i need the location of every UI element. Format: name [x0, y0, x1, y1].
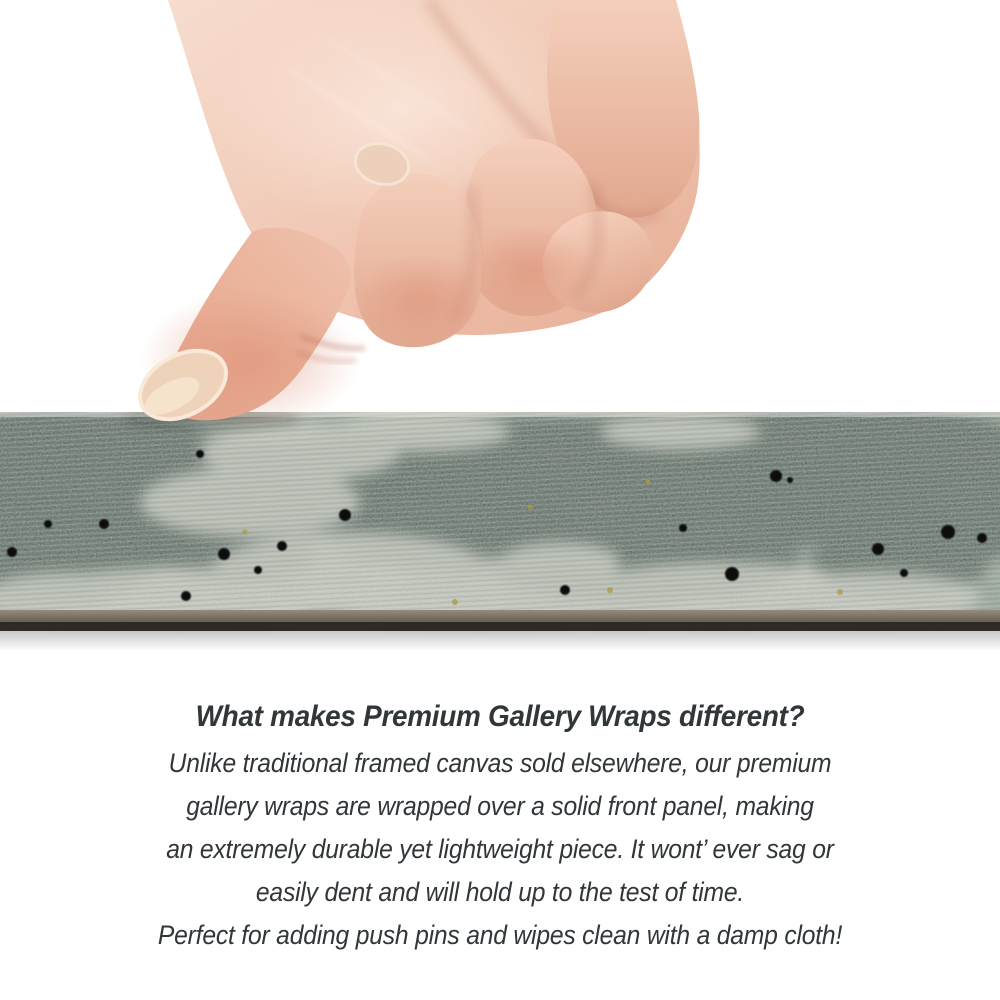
canvas-strip — [0, 412, 1000, 652]
canvas-underside — [0, 622, 1000, 631]
caption-line: an extremely durable yet lightweight piece. It wont’ ever sag or — [166, 834, 834, 864]
skin-blush — [465, 225, 595, 315]
caption-line: easily dent and will hold up to the test of time. — [255, 877, 745, 907]
caption — [35, 700, 965, 957]
hand-illustration — [0, 0, 1000, 445]
caption-line: gallery wraps are wrapped over a solid front panel, making — [186, 791, 814, 821]
canvas-fold-edge — [0, 610, 1000, 624]
caption-line: Unlike traditional framed canvas sold elsewhere, our premium — [168, 748, 832, 778]
canvas-texture — [0, 412, 1000, 652]
caption-line: Perfect for adding push pins and wipes clean with a damp cloth! — [157, 920, 843, 950]
canvas-drop-shadow — [0, 631, 1000, 651]
caption-heading: What makes Premium Gallery Wraps different? — [195, 700, 805, 733]
hand-photo — [0, 0, 1000, 445]
